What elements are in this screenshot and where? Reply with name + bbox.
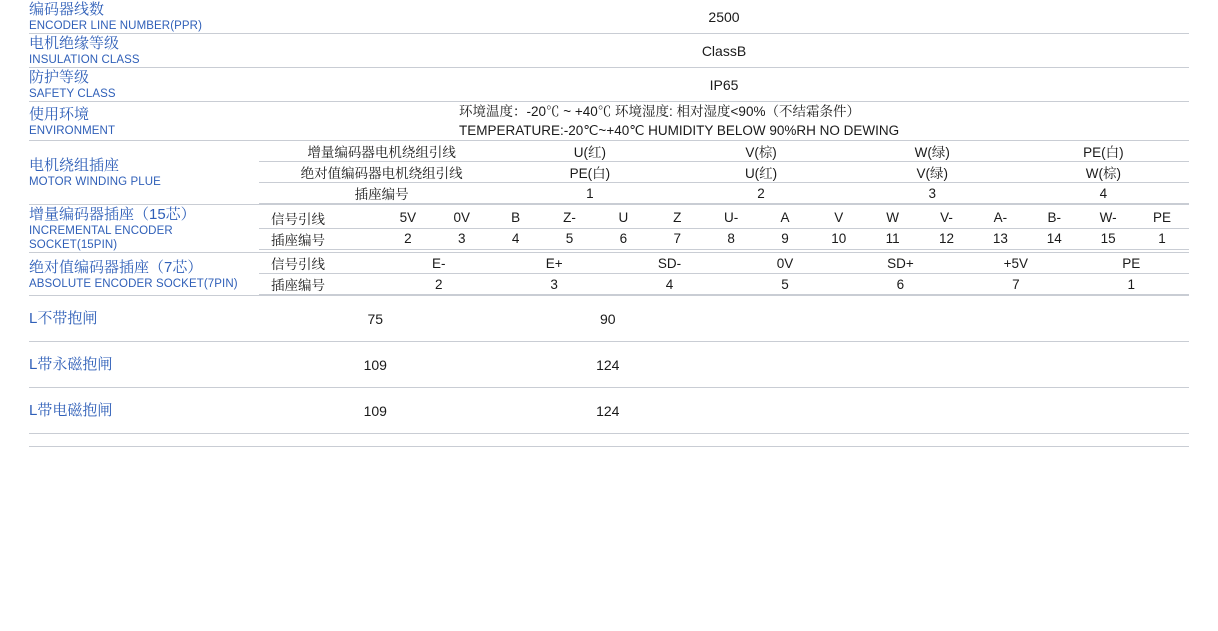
signal-value: E+ [545, 255, 563, 271]
length-spacer-2 [957, 388, 1190, 434]
incremental-pin-row [259, 228, 1189, 249]
label-cn: 电机绕组插座 [29, 157, 120, 174]
absolute-signal-row [259, 253, 1189, 274]
motor-winding-content [259, 141, 1189, 205]
signal-value: U- [723, 210, 739, 225]
winding-value: V(绿) [916, 166, 948, 181]
pin-value: 2 [434, 276, 443, 292]
signal-value: Z- [563, 210, 576, 225]
table-row-motor-winding [29, 141, 1189, 205]
signal-value: E- [431, 255, 446, 271]
winding-pin: 2 [757, 185, 765, 201]
pin-value: 4 [511, 231, 520, 246]
winding-value: W(绿) [914, 145, 950, 160]
bottom-spacer-row [29, 434, 1189, 447]
absolute-socket-content [259, 253, 1189, 296]
signal-value: 5V [399, 210, 417, 225]
signal-value: A [780, 210, 790, 225]
signal-value: +5V [1003, 255, 1029, 271]
label-en: ABSOLUTE ENCODER SOCKET(7PIN) [29, 277, 238, 290]
pin-value: 11 [885, 231, 900, 246]
row-label-safety [29, 68, 259, 102]
absolute-pin-row [259, 274, 1189, 295]
pin-value: 7 [673, 231, 681, 246]
winding-pin: 4 [1099, 185, 1108, 201]
signal-value: B [511, 210, 521, 225]
bottom-spacer-cell [29, 434, 1189, 447]
label-cn: 电机绝缘等级 [29, 35, 120, 52]
motor-winding-subrow-absolute [259, 162, 1189, 183]
label-cn: 使用环境 [29, 105, 90, 123]
signal-value: B- [1047, 210, 1061, 225]
row-label-absolute-socket [29, 253, 259, 296]
row-label-length-no-brake [29, 296, 259, 342]
winding-pin: 1 [586, 185, 594, 201]
label-cn: L带电磁抱闸 [29, 402, 113, 419]
length-spacer [724, 296, 957, 342]
length-spacer [724, 388, 957, 434]
pin-value: 15 [1100, 231, 1116, 246]
winding-value: V(棕) [745, 145, 777, 160]
label-en: ENCODER LINE NUMBER(PPR) [29, 20, 203, 32]
length-spacer-2 [957, 342, 1190, 388]
table-row-length-permanent-brake [29, 342, 1189, 388]
label-en: INSULATION CLASS [29, 54, 140, 66]
pin-value: 2 [404, 231, 412, 246]
table-row-length-electromagnetic-brake [29, 388, 1189, 434]
incremental-socket-content [259, 205, 1189, 253]
incremental-socket-inner-table [259, 208, 1189, 250]
signal-value: PE [1122, 255, 1141, 271]
label-cn: 绝对值编码器插座（7芯） [29, 258, 203, 276]
pin-value: 8 [727, 231, 735, 246]
row-label-length-permanent-brake [29, 342, 259, 388]
label-cn: L不带抱闸 [29, 310, 98, 327]
label-en-line2: SOCKET(15PIN) [29, 239, 118, 251]
winding-value: W(棕) [1085, 166, 1122, 181]
pin-value: 13 [992, 231, 1008, 246]
row-label-insulation [29, 34, 259, 68]
pin-value: 14 [1046, 231, 1062, 246]
label-cn: L带永磁抱闸 [29, 356, 113, 373]
signal-value: V- [940, 210, 953, 225]
label-cn: 编码器线数 [29, 1, 105, 18]
signal-row-label: 信号引线 [271, 257, 325, 272]
pin-value: 12 [939, 231, 955, 246]
motor-winding-subrow-incremental [259, 141, 1189, 162]
table-row-incremental-socket [29, 205, 1189, 253]
value-safety: IP65 [709, 76, 739, 93]
signal-value: A- [993, 210, 1008, 225]
length-value-2: 90 [599, 310, 616, 327]
winding-value: U(红) [744, 166, 778, 181]
pin-value: 7 [1012, 276, 1020, 292]
signal-value: PE [1153, 210, 1172, 225]
subrow-name: 插座编号 [354, 187, 409, 202]
pin-value: 4 [665, 276, 674, 292]
pin-value: 9 [781, 231, 789, 246]
pin-row-label: 插座编号 [271, 232, 325, 248]
signal-value: SD+ [887, 255, 914, 271]
pin-value: 1 [1127, 276, 1136, 292]
signal-value: 0V [453, 210, 471, 225]
row-label-environment [29, 102, 259, 141]
winding-value: PE(白) [1083, 145, 1124, 160]
signal-value: W- [1099, 210, 1117, 225]
length-spacer-2 [957, 296, 1190, 342]
row-label-motor-winding [29, 141, 259, 205]
winding-value: U(红) [573, 145, 607, 160]
value-encoder-ppr: 2500 [708, 8, 740, 25]
signal-value: V [834, 210, 844, 225]
signal-row-label: 信号引线 [271, 211, 325, 227]
pin-row-label: 插座编号 [271, 278, 325, 293]
signal-value: 0V [776, 255, 794, 271]
length-value-2: 124 [596, 402, 620, 419]
table-row-absolute-socket [29, 253, 1189, 296]
environment-line-cn: 环境温度：-20℃ ~ +40℃ 环境湿度: 相对湿度<90%（不结霜条件） [459, 104, 860, 119]
value-environment [259, 102, 1189, 141]
table-row-safety [29, 68, 1189, 102]
winding-pin: 3 [928, 185, 936, 201]
pin-value: 5 [565, 231, 574, 246]
incremental-signal-row [259, 208, 1189, 229]
length-value-1: 75 [367, 310, 384, 327]
length-value-1: 109 [363, 402, 387, 419]
signal-value: U [618, 210, 629, 225]
label-cn: 增量编码器插座（15芯） [29, 206, 196, 223]
signal-value: SD- [657, 255, 682, 271]
table-row-encoder-ppr [29, 0, 1189, 34]
pin-value: 6 [896, 276, 905, 292]
winding-value: PE(白) [569, 166, 611, 181]
pin-value: 6 [619, 231, 628, 246]
row-label-length-electromagnetic-brake [29, 388, 259, 434]
row-label-encoder-ppr [29, 0, 259, 34]
subrow-name: 绝对值编码器电机绕组引线 [300, 166, 463, 181]
motor-winding-inner-table [259, 141, 1189, 204]
pin-value: 5 [781, 276, 789, 292]
label-en-line1: INCREMENTAL ENCODER [29, 225, 173, 237]
length-value-2: 124 [596, 356, 620, 373]
label-en: MOTOR WINDING PLUE [29, 176, 161, 188]
pin-value: 10 [831, 231, 847, 246]
signal-value: Z [673, 210, 682, 225]
motor-winding-subrow-pin-number [259, 183, 1189, 204]
table-row-environment [29, 102, 1189, 141]
length-spacer [724, 342, 957, 388]
label-en: SAFETY CLASS [29, 88, 116, 100]
pin-value: 3 [458, 231, 466, 246]
row-label-incremental-socket [29, 205, 259, 253]
label-en: ENVIRONMENT [29, 124, 116, 137]
specification-table [29, 0, 1189, 447]
label-cn: 防护等级 [29, 69, 90, 86]
table-row-insulation [29, 34, 1189, 68]
subrow-name: 增量编码器电机绕组引线 [307, 145, 456, 160]
pin-value: 1 [1158, 231, 1166, 246]
signal-value: W [886, 210, 900, 225]
value-insulation: ClassB [701, 42, 747, 59]
pin-value: 3 [550, 276, 558, 292]
environment-line-en: TEMPERATURE:-20℃~+40℃ HUMIDITY BELOW 90%RH NO DEWING [459, 123, 900, 138]
absolute-socket-inner-table [259, 253, 1189, 295]
table-row-length-no-brake [29, 296, 1189, 342]
length-value-1: 109 [363, 356, 387, 373]
